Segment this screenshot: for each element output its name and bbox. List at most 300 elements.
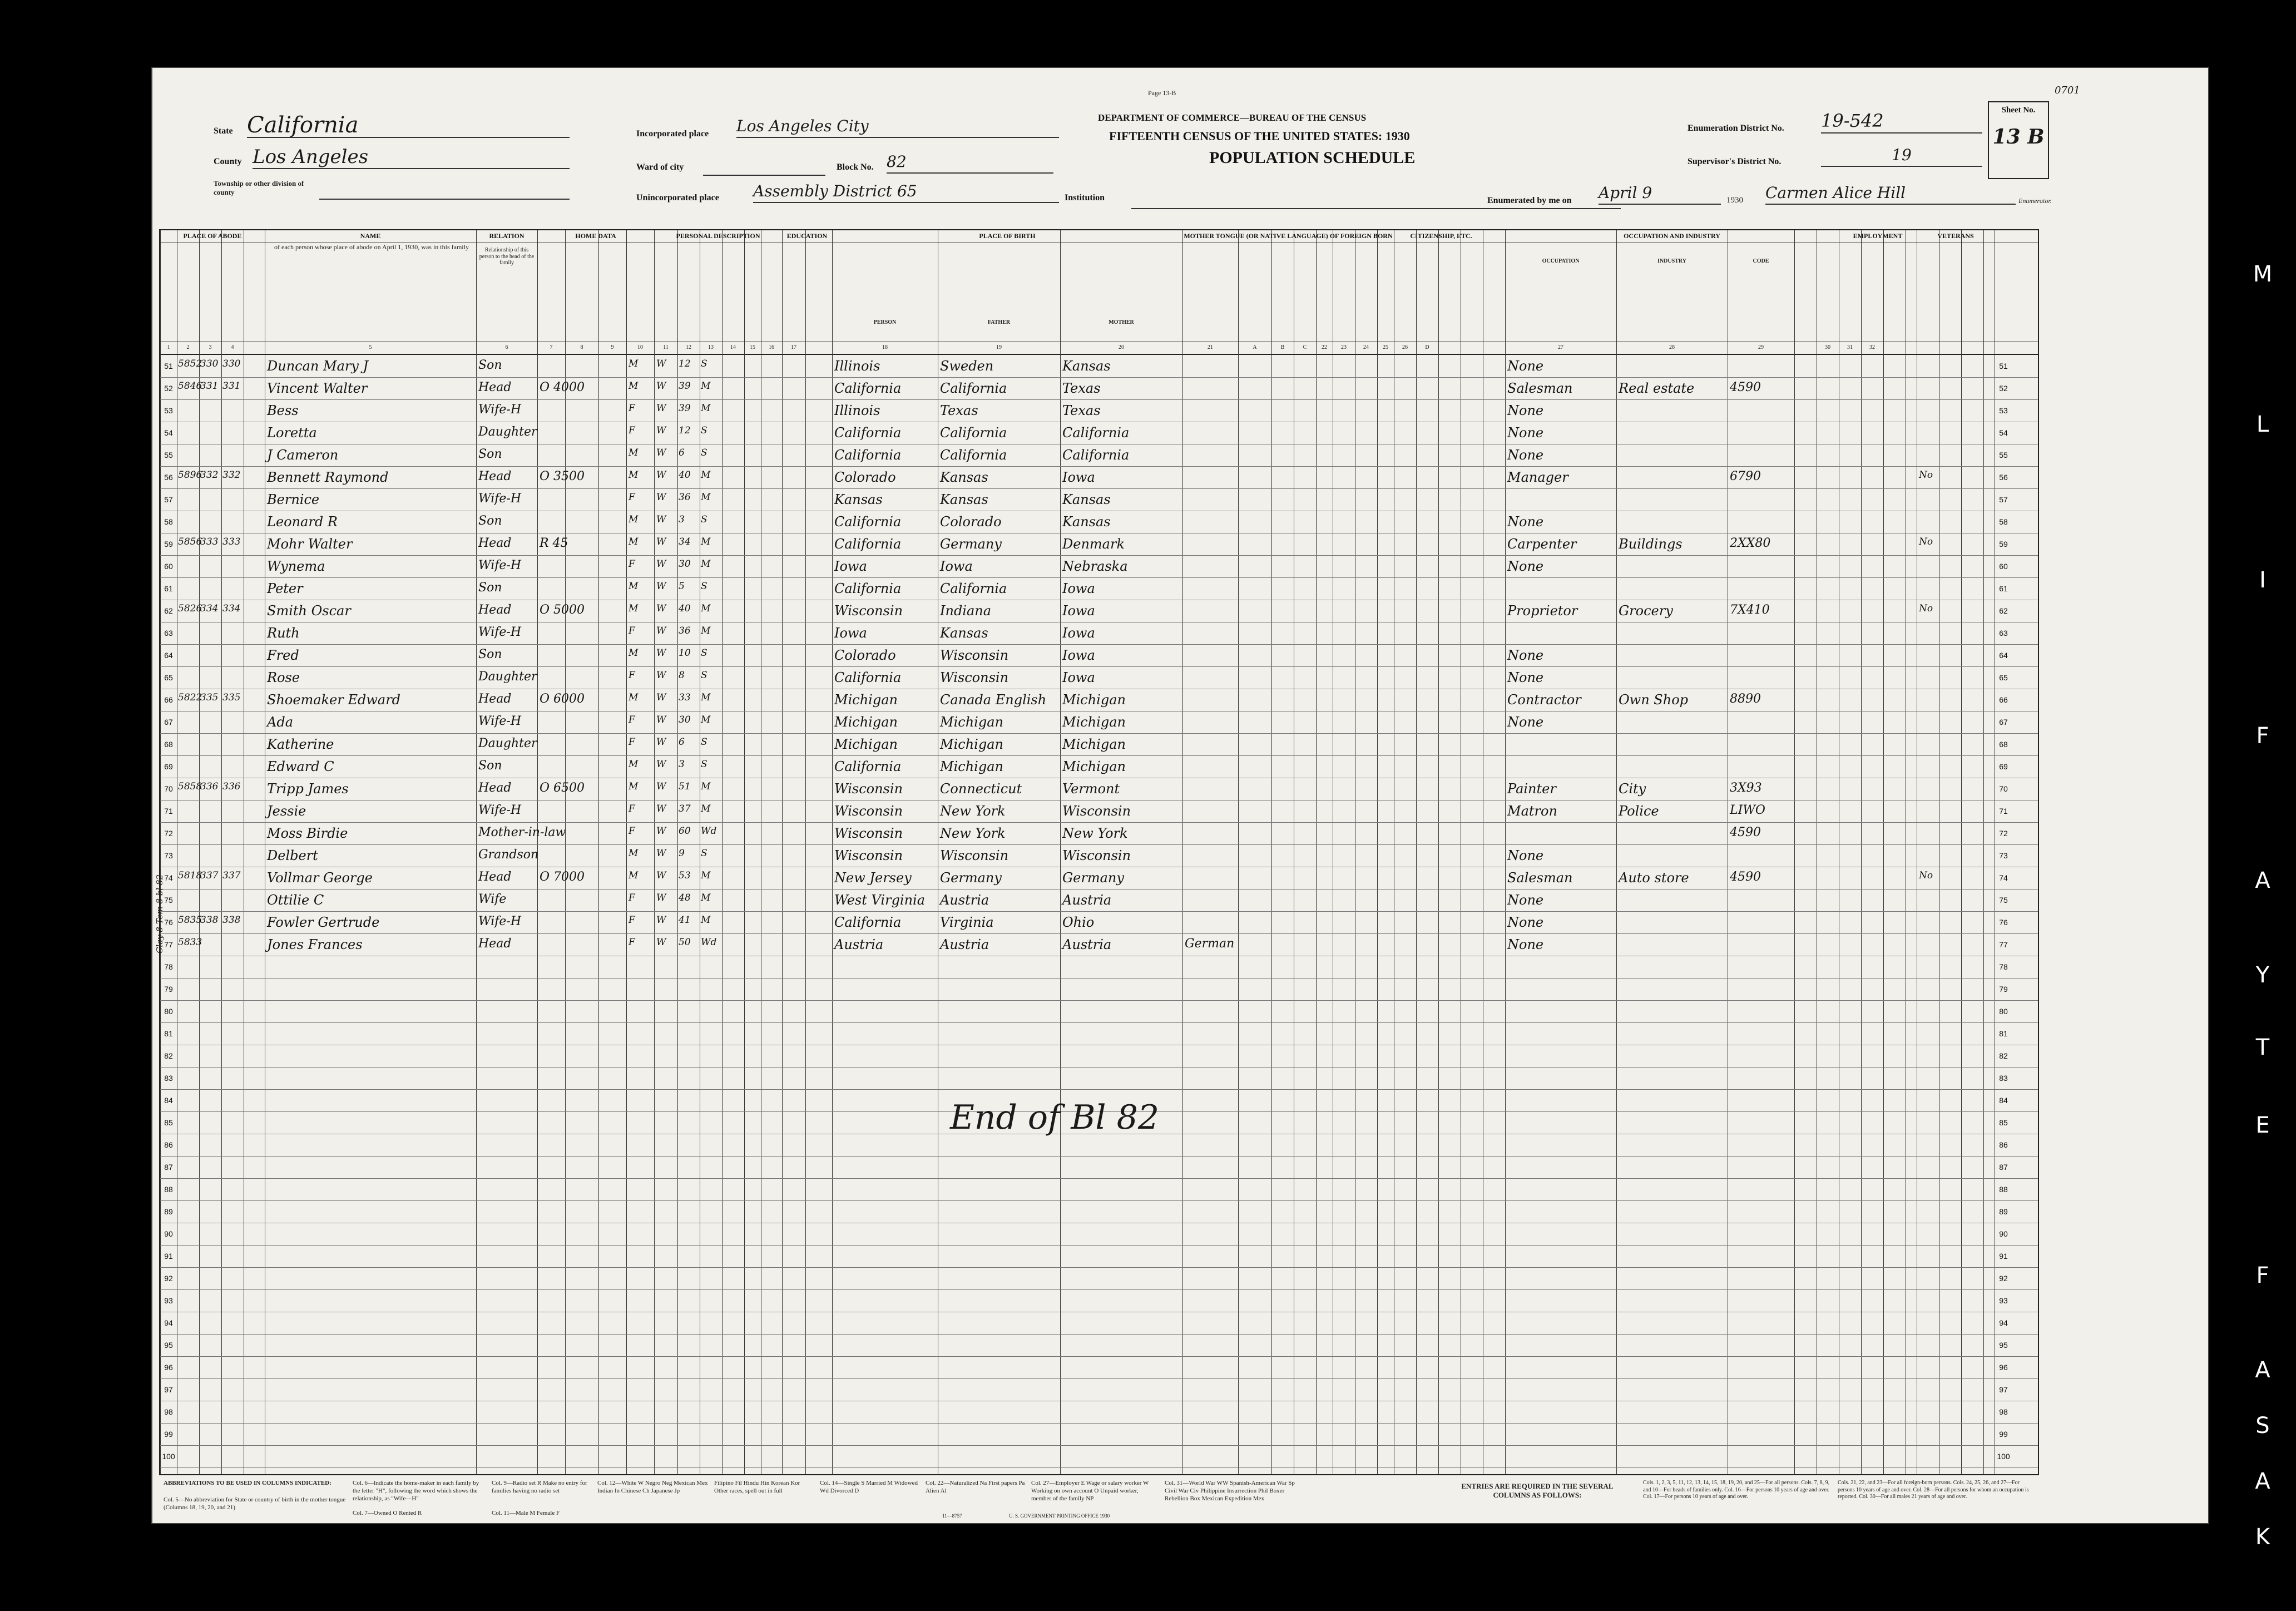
row-number-right: 73 [1999,851,2008,860]
end-note: End of Bl 82 [950,1098,1160,1137]
enumerator-name: Carmen Alice Hill [1765,184,2016,205]
birthplace-person: California [834,915,902,930]
row-number-right: 71 [1999,807,2008,816]
row-number: 71 [164,807,173,816]
column-number: 20 [1119,344,1124,350]
sex: M [629,603,639,614]
row-number: 92 [164,1274,173,1283]
relationship: Son [478,581,502,595]
race: W [656,559,666,570]
row-number-right: 96 [1999,1363,2008,1372]
birthplace-father: Colorado [940,514,1002,530]
unincorporated-value: Assembly District 65 [753,182,1059,203]
row-number-right: 75 [1999,896,2008,905]
dwelling-number: 335 [200,692,219,703]
occupation: None [1507,915,1544,930]
race: W [656,826,666,837]
table-row [160,1356,2038,1379]
column-number: 27 [1558,344,1563,350]
marital-status: M [701,692,711,703]
row-number: 93 [164,1296,173,1305]
marital-status: Wd [701,826,717,837]
person-name: Vincent Walter [267,380,368,396]
birthplace-father: California [940,425,1007,441]
relationship: Wife-H [478,559,522,572]
column-number: 1 [167,344,170,350]
race: W [656,358,666,369]
table-row [160,622,2038,645]
person-name: Duncan Mary J [267,358,369,374]
film-letter: A [2255,1357,2270,1383]
row-number-right: 99 [1999,1430,2008,1439]
home-value: R 45 [540,536,568,550]
birth-father-head: FATHER [987,319,1011,325]
sex: M [629,648,639,659]
sex: M [629,447,639,458]
race: W [656,625,666,636]
table-row [160,1401,2038,1424]
sex: F [629,670,635,681]
age: 60 [679,826,691,837]
state-label: State [214,126,233,136]
occupation-code: 7X410 [1730,603,1770,617]
abbrev-sub: Col. 5—No abbreviation for State or country of birth in the mother tongue (Columns 18, 19, 20, and 21) [164,1496,346,1511]
relationship: Son [478,514,502,528]
table-row [160,422,2038,444]
race: W [656,892,666,903]
table-row [160,644,2038,667]
home-value: O 3500 [540,470,585,483]
table-row [160,911,2038,934]
birthplace-mother: Denmark [1062,536,1125,552]
row-number: 87 [164,1163,173,1172]
birthplace-person: Wisconsin [834,803,903,819]
relationship: Son [478,648,502,661]
age: 12 [679,358,691,369]
incorporated-value: Los Angeles City [736,117,1059,138]
birthplace-person: Michigan [834,737,898,752]
row-number-right: 65 [1999,673,2008,682]
row-number-right: 69 [1999,762,2008,771]
column-number: 31 [1847,344,1853,350]
relationship: Head [478,781,512,795]
birthplace-mother: Michigan [1062,737,1126,752]
relationship: Grandson [478,848,539,862]
age: 37 [679,803,691,814]
film-edge-strip [2229,0,2296,1611]
home-value: O 5000 [540,603,585,617]
group-mother-tongue: MOTHER TONGUE (OR NATIVE LANGUAGE) OF FOREIGN BORN [1184,232,1393,240]
table-row [160,399,2038,422]
birthplace-person: Wisconsin [834,781,903,797]
race: W [656,848,666,859]
group-citizenship: CITIZENSHIP, ETC. [1410,232,1472,240]
row-number-right: 62 [1999,606,2008,615]
abbrev-col7: Col. 7—Owned O Rented R [353,1510,422,1516]
sex: F [629,803,635,814]
dwelling-number: 333 [200,536,219,547]
table-row [160,1312,2038,1335]
street-number: 5826 [178,603,202,614]
person-name: Moss Birdie [267,826,348,841]
family-number: 330 [222,358,241,369]
birthplace-mother: Iowa [1062,625,1095,641]
occupation: None [1507,559,1544,574]
row-number-right: 80 [1999,1007,2008,1016]
birthplace-father: Kansas [940,492,988,507]
birthplace-person: Colorado [834,648,896,663]
dwelling-number: 334 [200,603,219,614]
row-number-right: 55 [1999,451,2008,459]
row-number: 77 [164,940,173,949]
race: W [656,692,666,703]
sheet-label: Sheet No. [2001,106,2036,115]
group-employment: EMPLOYMENT [1853,232,1903,240]
relationship: Wife-H [478,915,522,928]
township-label: Township or other division of county [214,179,304,196]
occupation-code: 4590 [1730,826,1761,839]
person-name: Tripp James [267,781,349,797]
occupation-code: 3X93 [1730,781,1762,795]
group-name: NAME [360,232,381,240]
row-number: 95 [164,1341,173,1350]
dwelling-number: 336 [200,781,219,792]
age: 40 [679,470,691,481]
relationship: Son [478,759,502,773]
column-number: 11 [663,344,669,350]
occupation-head: OCCUPATION [1542,258,1580,264]
relationship: Head [478,692,512,706]
relationship: Head [478,870,512,884]
abbrev-col11: Col. 11—Male M Female F [492,1510,560,1516]
birthplace-father: New York [940,803,1006,819]
row-number: 90 [164,1229,173,1238]
relationship: Wife-H [478,714,522,728]
row-number-right: 82 [1999,1051,2008,1060]
street-number: 5818 [178,870,202,881]
column-number: 30 [1825,344,1830,350]
row-number-right: 98 [1999,1407,2008,1416]
occupation-code: 6790 [1730,470,1761,483]
relationship: Daughter [478,425,537,439]
person-name: Jones Frances [267,937,363,952]
table-row [160,1378,2038,1401]
race: W [656,581,666,592]
row-number-right: 66 [1999,695,2008,704]
birthplace-father: Michigan [940,714,1003,730]
relationship: Wife-H [478,492,522,506]
race: W [656,670,666,681]
person-name: Fowler Gertrude [267,915,380,930]
row-number: 58 [164,517,173,526]
table-row [160,1178,2038,1201]
marital-status: M [701,870,711,881]
age: 3 [679,514,685,525]
person-name: Smith Oscar [267,603,351,619]
marital-status: M [701,603,711,614]
race: W [656,759,666,770]
row-number: 68 [164,740,173,749]
row-number-right: 53 [1999,406,2008,415]
column-number: 2 [186,344,190,350]
row-number-right: 77 [1999,940,2008,949]
age: 30 [679,714,691,725]
birthplace-father: Michigan [940,737,1003,752]
column-number: 29 [1758,344,1764,350]
enumerated-label: Enumerated by me on [1487,196,1572,205]
age: 51 [679,781,691,792]
dwelling-number: 332 [200,470,219,481]
supervisor-label: Supervisor's District No. [1688,157,1782,166]
row-number-right: 84 [1999,1096,2008,1105]
person-name: Loretta [267,425,317,441]
race: W [656,937,666,948]
person-name: Bennett Raymond [267,470,389,485]
age: 33 [679,692,691,703]
enum-district-value: 19-542 [1821,110,1982,134]
group-place-of-abode: PLACE OF ABODE [183,232,242,240]
marital-status: M [701,559,711,570]
occupation: Painter [1507,781,1556,797]
birthplace-person: Illinois [834,403,880,418]
street-number: 5835 [178,915,202,926]
row-number-right: 56 [1999,473,2008,482]
sex: M [629,581,639,592]
birthplace-mother: New York [1062,826,1128,841]
age: 48 [679,892,691,903]
row-number-right: 85 [1999,1118,2008,1127]
birthplace-father: Germany [940,870,1002,886]
birthplace-mother: Iowa [1062,603,1095,619]
printer-line: U. S. GOVERNMENT PRINTING OFFICE 1930 [1009,1513,1110,1519]
abbrev-col12: Col. 12—White W Negro Neg Mexican Mex Indian In Chinese Ch Japanese Jp [597,1480,708,1494]
row-number: 69 [164,762,173,771]
row-number-right: 79 [1999,985,2008,994]
industry: Auto store [1619,870,1689,886]
column-number: 26 [1402,344,1408,350]
row-number: 98 [164,1407,173,1416]
film-letter: A [2255,868,2270,893]
film-letter: A [2255,1469,2270,1494]
birthplace-father: Wisconsin [940,648,1009,663]
code-head: CODE [1753,258,1769,264]
age: 34 [679,536,691,547]
row-number: 54 [164,428,173,437]
column-number: D [1425,344,1429,350]
column-number: 18 [882,344,888,350]
person-name: Bess [267,403,299,418]
person-name: Fred [267,648,299,663]
table-row [160,377,2038,400]
birthplace-mother: Michigan [1062,759,1126,774]
abbrev-col27: Col. 27—Employer E Wage or salary worker W Working on own account O Unpaid worker, member of the family NP [1031,1480,1149,1502]
row-number: 97 [164,1385,173,1394]
mother-tongue: German [1185,937,1235,951]
row-number: 82 [164,1051,173,1060]
occupation-code: 4590 [1730,380,1761,394]
birthplace-mother: Iowa [1062,648,1095,663]
industry: Grocery [1619,603,1673,619]
marital-status: M [701,380,711,392]
column-number: 25 [1383,344,1388,350]
occupation: None [1507,648,1544,663]
marital-status: M [701,625,711,636]
street-number: 5852 [178,358,202,369]
column-number: C [1303,344,1307,350]
birthplace-person: California [834,447,902,463]
abbrev-col22: Col. 22—Naturalized Na First papers Pa Alien Al [926,1480,1025,1494]
table-row [160,956,2038,979]
birthplace-father: California [940,380,1007,396]
relationship: Head [478,380,512,394]
sex: F [629,403,635,414]
person-name: Ruth [267,625,300,641]
row-number-right: 92 [1999,1274,2008,1283]
footer [164,1480,2032,1520]
column-number: B [1280,344,1285,350]
table-row [160,822,2038,845]
birthplace-mother: Iowa [1062,470,1095,485]
row-number-right: 64 [1999,651,2008,660]
family-number: 338 [222,915,241,926]
race: W [656,803,666,814]
row-number-right: 100 [1997,1452,2010,1461]
row-number: 56 [164,473,173,482]
sex: F [629,737,635,748]
row-number-right: 58 [1999,517,2008,526]
race: W [656,447,666,458]
sex: M [629,536,639,547]
table-row [160,1067,2038,1090]
family-number: 333 [222,536,241,547]
column-number: 3 [209,344,212,350]
street-number: 5846 [178,380,202,392]
birthplace-father: California [940,447,1007,463]
row-number: 63 [164,629,173,638]
occupation: None [1507,670,1544,685]
row-number: 96 [164,1363,173,1372]
birthplace-father: Wisconsin [940,670,1009,685]
birth-person-head: PERSON [873,319,897,325]
table-row [160,1267,2038,1290]
birthplace-father: Germany [940,536,1002,552]
row-number: 94 [164,1318,173,1327]
row-number: 72 [164,829,173,838]
row-number: 61 [164,584,173,593]
row-number-right: 68 [1999,740,2008,749]
street-number: 5833 [178,937,202,948]
birthplace-mother: Nebraska [1062,559,1128,574]
row-number-right: 70 [1999,784,2008,793]
marital-status: S [701,759,707,770]
row-number-right: 51 [1999,362,2008,370]
column-number: 4 [231,344,234,350]
age: 30 [679,559,691,570]
row-number: 62 [164,606,173,615]
column-number: 19 [996,344,1002,350]
row-number: 76 [164,918,173,927]
veteran: No [1919,536,1933,547]
column-number: 22 [1322,344,1327,350]
birthplace-mother: Kansas [1062,358,1111,374]
row-number-right: 90 [1999,1229,2008,1238]
birthplace-mother: Germany [1062,870,1124,886]
group-place-of-birth: PLACE OF BIRTH [979,232,1036,240]
township-field [319,187,570,200]
industry: Own Shop [1619,692,1689,708]
table-row [160,844,2038,867]
table-row [160,555,2038,578]
marital-status: S [701,514,707,525]
row-number: 100 [162,1452,175,1461]
table-row [160,1045,2038,1068]
birthplace-person: California [834,380,902,396]
row-number: 74 [164,873,173,882]
row-number: 59 [164,540,173,548]
column-number: 7 [550,344,553,350]
table-row [160,689,2038,711]
occupation: Salesman [1507,380,1573,396]
age: 36 [679,625,691,636]
birthplace-father: Canada English [940,692,1047,708]
dwelling-number: 337 [200,870,219,881]
abbrev-col12b: Filipino Fil Hindu Hin Korean Kor Other races, spell out in full [714,1480,800,1494]
person-name: Delbert [267,848,318,863]
row-number-right: 57 [1999,495,2008,504]
person-name: Shoemaker Edward [267,692,401,708]
birthplace-mother: Austria [1062,892,1112,908]
birthplace-mother: Texas [1062,403,1101,418]
row-number: 89 [164,1207,173,1216]
birthplace-father: Wisconsin [940,848,1009,863]
row-number-right: 60 [1999,562,2008,571]
age: 39 [679,380,691,392]
age: 3 [679,759,685,770]
birthplace-mother: California [1062,447,1130,463]
race: W [656,425,666,436]
column-number: 8 [580,344,583,350]
birthplace-mother: Wisconsin [1062,803,1131,819]
relation-description: Relationship of this person to the head of the family [479,247,535,266]
sex: M [629,692,639,703]
home-value: O 7000 [540,870,585,884]
relationship: Head [478,536,512,550]
table-row [160,1245,2038,1268]
group-education: EDUCATION [786,232,828,240]
row-number: 52 [164,384,173,393]
film-letter: F [2256,1263,2269,1288]
row-number: 70 [164,784,173,793]
birthplace-mother: Wisconsin [1062,848,1131,863]
abbrev-col31: Col. 31—World War WW Spanish-American War Sp Civil War Civ Philippine Insurrection Phil Boxer Rebellion Box Mexican Expedition Mex [1165,1480,1295,1502]
table-row [160,889,2038,912]
county-value: Los Angeles [253,146,570,169]
enumerator-label: Enumerator. [2018,197,2052,205]
race: W [656,403,666,414]
family-number: 331 [222,380,241,392]
block-label: Block No. [837,162,874,172]
table-row [160,1200,2038,1223]
birthplace-person: Illinois [834,358,880,374]
dwelling-number: 338 [200,915,219,926]
race: W [656,870,666,881]
table-row [160,1000,2038,1023]
table-row [160,488,2038,511]
sex: M [629,514,639,525]
birthplace-mother: Michigan [1062,714,1126,730]
row-number: 51 [164,362,173,370]
occupation: None [1507,425,1544,441]
